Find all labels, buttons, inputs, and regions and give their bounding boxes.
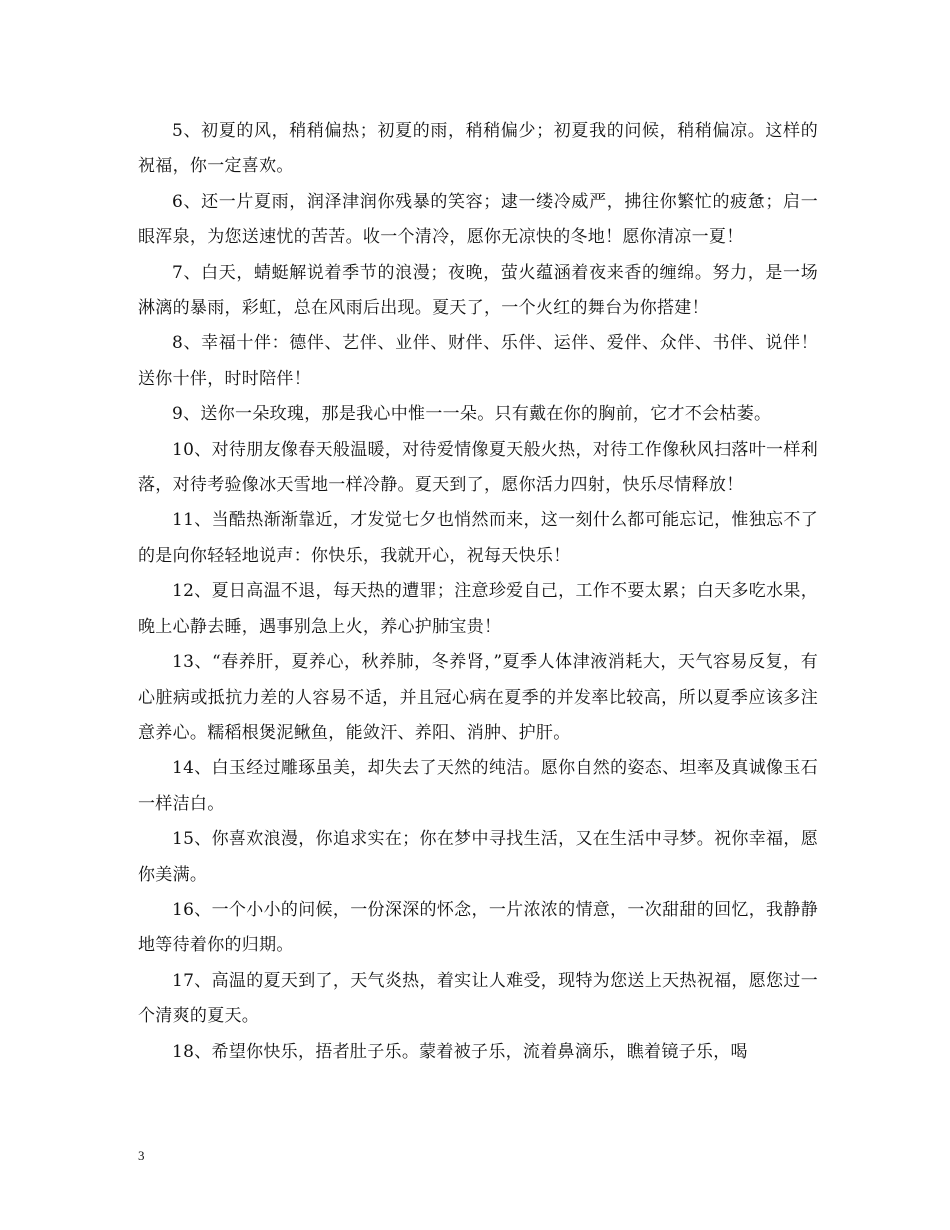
paragraph-12: 12、夏日高温不退，每天热的遭罪；注意珍爱自己，工作不要太累；白天多吃水果，晚上心静去睡，遇事别急上火，养心护肺宝贵！ xyxy=(138,581,818,637)
paragraph-10: 10、对待朋友像春天般温暖，对待爱情像夏天般火热，对待工作像秋风扫落叶一样利落，对待考验像冰天雪地一样冷静。夏天到了，愿你活力四射，快乐尽情释放！ xyxy=(138,439,818,496)
paragraph-18: 18、希望你快乐，捂者肚子乐。蒙着被子乐，流着鼻滴乐，瞧着镜子乐，喝 xyxy=(172,1041,748,1062)
paragraph-11: 11、当酷热渐渐靠近，才发觉七夕也悄然而来，这一刻什么都可能忘记，惟独忘不了的是向你轻轻地说声：你快乐，我就开心，祝每天快乐！ xyxy=(138,510,818,566)
document-body xyxy=(138,114,818,1070)
paragraph-15: 15、你喜欢浪漫，你追求实在；你在梦中寻找生活，又在生活中寻梦。祝你幸福，愿你美满。 xyxy=(138,829,818,885)
page-number: 3 xyxy=(138,1148,145,1163)
paragraph-17: 17、高温的夏天到了，天气炎热，着实让人难受，现特为您送上天热祝福，愿您过一个清爽的夏天。 xyxy=(138,970,818,1027)
paragraph-9: 9、送你一朵玫瑰，那是我心中惟一一朵。只有戴在你的胸前，它才不会枯萎。 xyxy=(172,404,772,425)
paragraph-5: 5、初夏的风，稍稍偏热；初夏的雨，稍稍偏少；初夏我的问候，稍稍偏凉。这样的祝福，你一定喜欢。 xyxy=(138,121,818,177)
paragraph-13: 13、“春养肝，夏养心，秋养肺，冬养肾，”夏季人体津液消耗大，天气容易反复，有心脏病或抵抗力差的人容易不适，并且冠心病在夏季的并发率比较高，所以夏季应该多注意养心。糯稻根煲泥鳅鱼，能敛汗、养阳、消肿、护肝。 xyxy=(138,652,818,743)
paragraph-7: 7、白天，蜻蜓解说着季节的浪漫；夜晚，萤火蕴涵着夜来香的缠绵。努力，是一场淋漓的暴雨，彩虹，总在风雨后出现。夏天了，一个火红的舞台为你搭建！ xyxy=(138,262,818,319)
paragraph-16: 16、一个小小的问候，一份深深的怀念，一片浓浓的情意，一次甜甜的回忆，我静静地等待着你的归期。 xyxy=(138,899,818,956)
paragraph-14: 14、白玉经过雕琢虽美，却失去了天然的纯洁。愿你自然的姿态、坦率及真诚像玉石一样洁白。 xyxy=(138,758,818,814)
paragraph-6: 6、还一片夏雨，润泽津润你残暴的笑容；逮一缕冷威严，拂往你繁忙的疲惫；启一眼浑泉，为您送速忧的苦苦。收一个清冷，愿你无凉快的冬地！愿你清凉一夏！ xyxy=(138,191,818,248)
paragraph-8: 8、幸福十伴：德伴、艺伴、业伴、财伴、乐伴、运伴、爱伴、众伴、书伴、说伴！送你十伴，时时陪伴！ xyxy=(138,333,818,389)
